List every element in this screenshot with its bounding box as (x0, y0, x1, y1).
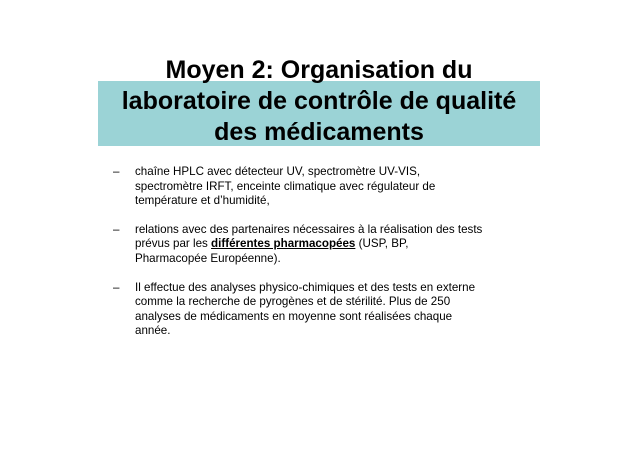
bullet-line: relations avec des partenaires nécessaires à la réalisation des tests (135, 222, 483, 236)
slide-title (98, 55, 540, 148)
bullet-text: (USP, BP, (355, 237, 409, 251)
bullet-equipment (113, 165, 553, 209)
bullet-line: année. (135, 324, 171, 338)
bullet-list (113, 165, 553, 353)
bullet-dash: – (113, 165, 120, 178)
bullet-dash: – (113, 222, 120, 236)
slide-title-box (98, 55, 540, 146)
bullet-text: prévus par les (135, 237, 212, 251)
emphasized-pharmacopoeias: différentes pharmacopées (211, 237, 356, 251)
bullet-line: spectromètre IRFT, enceinte climatique avec régulateur de (135, 179, 436, 193)
title-line-3: des médicaments (214, 118, 424, 146)
bullet-line (135, 237, 553, 252)
bullet-line: analyses de médicaments en moyenne sont réalisées chaque (135, 309, 453, 323)
bullet-line: température et d’humidité, (135, 194, 270, 208)
bullet-line: comme la recherche de pyrogènes et de stérilité. Plus de 250 (135, 295, 451, 309)
bullet-line: Pharmacopée Européenne). (135, 251, 281, 265)
bullet-line: chaîne HPLC avec détecteur UV, spectromètre UV-VIS, (135, 165, 421, 178)
bullet-dash: – (113, 280, 120, 294)
bullet-line: Il effectue des analyses physico-chimiques et des tests en externe (135, 280, 476, 294)
bullet-analyses (113, 281, 553, 339)
title-line-2: laboratoire de contrôle de qualité (121, 87, 517, 115)
title-line-1: Moyen 2: Organisation du (165, 56, 473, 84)
bullet-partners (113, 223, 553, 267)
